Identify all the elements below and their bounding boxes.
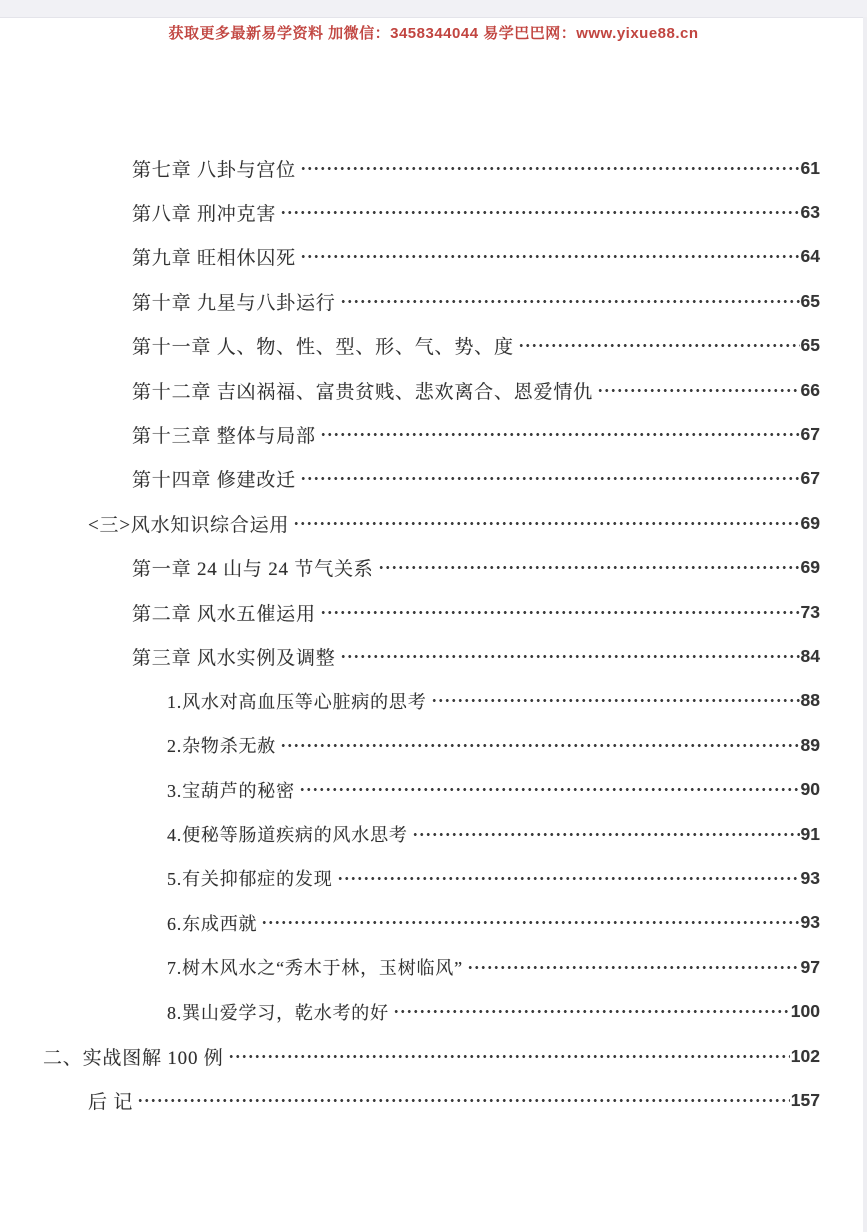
toc-entry-page: 65 <box>800 290 820 311</box>
toc-entry-page: 97 <box>800 956 820 977</box>
table-of-contents <box>0 146 867 1123</box>
toc-entry <box>0 679 867 723</box>
toc-entry-page: 64 <box>800 246 820 267</box>
toc-entry <box>0 945 867 989</box>
toc-entry-page: 66 <box>800 379 820 400</box>
toc-entry-label: 7.树木风水之“秀木于林，玉树临风” <box>167 958 463 979</box>
toc-entry-label: 二、实战图解 100 例 <box>43 1047 224 1069</box>
dot-leader <box>412 825 800 844</box>
toc-entry-page: 157 <box>790 1089 820 1110</box>
dot-leader <box>300 469 800 488</box>
dot-leader <box>393 1002 790 1021</box>
toc-entry-page: 84 <box>800 645 820 666</box>
toc-entry <box>0 812 867 856</box>
dot-leader <box>337 869 800 888</box>
toc-entry <box>0 767 867 811</box>
toc-entry <box>0 723 867 767</box>
toc-entry-page: 93 <box>800 867 820 888</box>
toc-entry <box>0 546 867 590</box>
dot-leader <box>340 292 800 311</box>
toc-entry <box>0 412 867 456</box>
toc-entry-label: 4.便秘等肠道疾病的风水思考 <box>167 825 408 846</box>
toc-entry <box>0 146 867 190</box>
toc-entry-page: 90 <box>800 779 820 800</box>
dot-leader <box>280 736 799 755</box>
toc-entry-label: 6.东成西就 <box>167 913 258 934</box>
toc-entry-label: 8.巽山爱学习，乾水考的好 <box>167 1002 389 1023</box>
promo-header <box>0 22 867 43</box>
toc-entry-label: <三>风水知识综合运用 <box>88 514 290 536</box>
toc-entry-label: 1.风水对高血压等心脏病的思考 <box>167 691 427 712</box>
toc-entry-label: 2.杂物杀无赦 <box>167 736 277 757</box>
dot-leader <box>261 913 799 932</box>
toc-entry <box>0 1034 867 1078</box>
dot-leader <box>228 1047 790 1066</box>
toc-entry-page: 93 <box>800 912 820 933</box>
toc-entry-label: 第三章 风水实例及调整 <box>132 647 336 669</box>
toc-entry-label: 第十四章 修建改迁 <box>132 470 296 492</box>
toc-entry <box>0 901 867 945</box>
dot-leader <box>300 247 800 266</box>
toc-entry <box>0 856 867 900</box>
toc-entry <box>0 235 867 279</box>
dot-leader <box>137 1091 790 1110</box>
toc-entry-label: 5.有关抑郁症的发现 <box>167 869 333 890</box>
top-strip <box>0 0 867 18</box>
toc-entry <box>0 457 867 501</box>
toc-entry-page: 63 <box>800 202 820 223</box>
toc-entry-label: 第十章 九星与八卦运行 <box>132 292 336 314</box>
toc-entry-label: 第十三章 整体与局部 <box>132 426 316 448</box>
dot-leader <box>293 514 799 533</box>
toc-entry-page: 88 <box>800 690 820 711</box>
toc-entry <box>0 279 867 323</box>
toc-entry-page: 67 <box>800 424 820 445</box>
toc-entry-label: 第八章 刑冲克害 <box>132 204 277 226</box>
toc-entry-page: 61 <box>800 157 820 178</box>
toc-entry-label: 第一章 24 山与 24 节气关系 <box>132 559 374 581</box>
dot-leader <box>467 958 800 977</box>
toc-entry-label: 3.宝葫芦的秘密 <box>167 780 295 801</box>
toc-entry-label: 第二章 风水五催运用 <box>132 603 316 625</box>
dot-leader <box>320 603 800 622</box>
dot-leader <box>340 647 800 666</box>
dot-leader <box>597 381 800 400</box>
toc-entry-page: 89 <box>800 734 820 755</box>
promo-header-text: 获取更多最新易学资料 加微信：3458344044 易学巴巴网：www.yixue88.cn <box>168 25 699 42</box>
toc-entry-label: 后 记 <box>88 1091 134 1113</box>
toc-entry-page: 102 <box>790 1045 820 1066</box>
toc-entry <box>0 989 867 1033</box>
dot-leader <box>280 203 799 222</box>
toc-entry <box>0 1078 867 1122</box>
toc-entry <box>0 501 867 545</box>
toc-entry-page: 100 <box>790 1001 820 1022</box>
toc-entry-label: 第七章 八卦与宫位 <box>132 159 296 181</box>
dot-leader <box>518 336 800 355</box>
toc-entry <box>0 324 867 368</box>
toc-entry-label: 第十一章 人、物、性、型、形、气、势、度 <box>132 337 514 359</box>
toc-entry-page: 65 <box>800 335 820 356</box>
toc-entry-label: 第十二章 吉凶祸福、富贵贫贱、悲欢离合、恩爱情仇 <box>132 381 593 403</box>
dot-leader <box>431 691 800 710</box>
toc-entry <box>0 190 867 234</box>
toc-entry <box>0 634 867 678</box>
toc-entry-label: 第九章 旺相休囚死 <box>132 248 296 270</box>
toc-entry-page: 91 <box>800 823 820 844</box>
toc-entry <box>0 368 867 412</box>
dot-leader <box>320 425 800 444</box>
toc-entry-page: 69 <box>800 512 820 533</box>
toc-entry <box>0 590 867 634</box>
toc-entry-page: 67 <box>800 468 820 489</box>
toc-entry-page: 69 <box>800 557 820 578</box>
dot-leader <box>300 159 800 178</box>
toc-entry-page: 73 <box>800 601 820 622</box>
dot-leader <box>378 558 800 577</box>
dot-leader <box>299 780 800 799</box>
page-right-edge <box>863 17 867 1232</box>
